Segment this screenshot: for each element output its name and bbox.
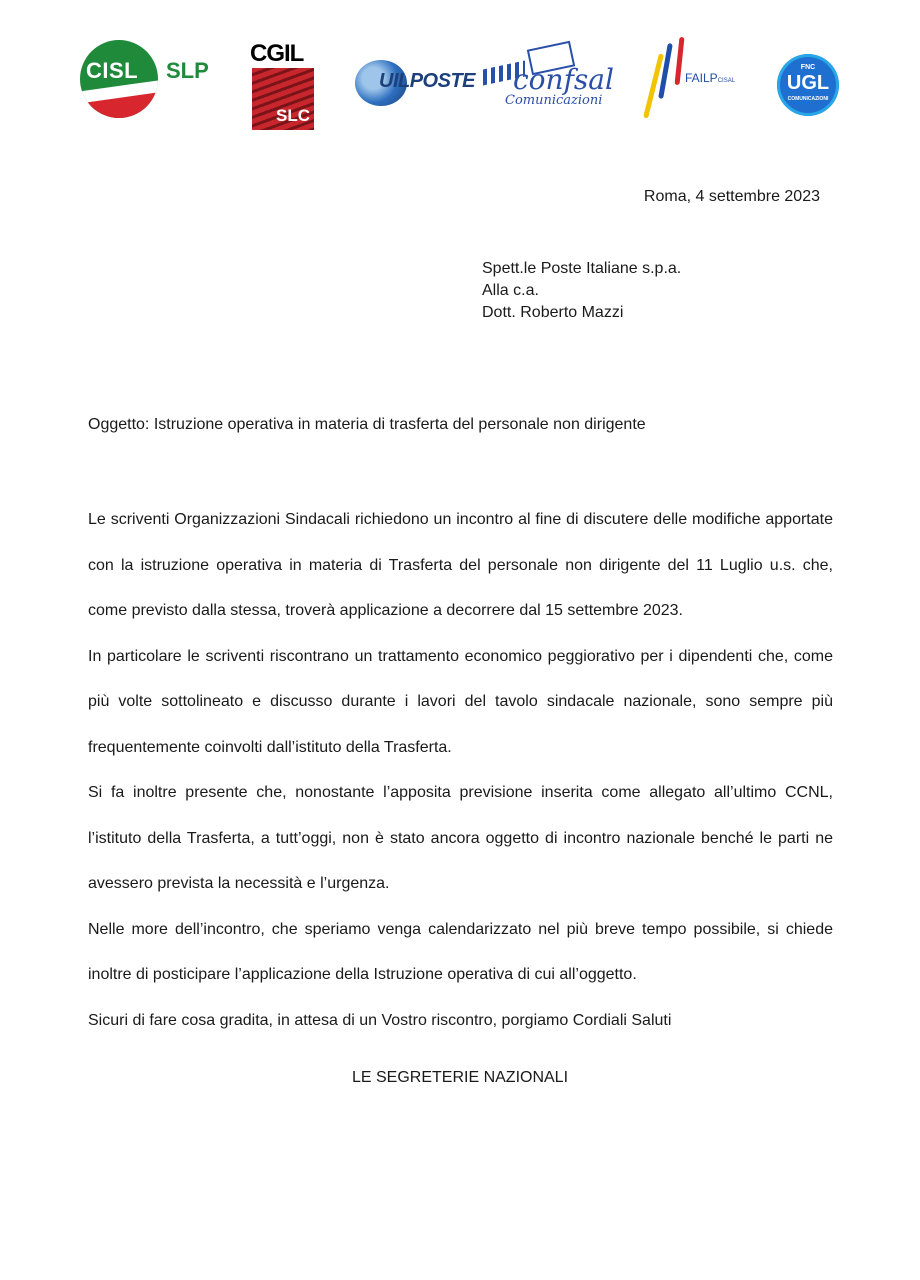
uilposte-logo-text: UILPOSTE [379,70,476,92]
confsal-logo-subtext: Comunicazioni [505,93,603,108]
letter-body [88,497,833,1043]
ugl-logo [777,54,839,116]
ugl-logo-text: UGL [786,72,830,94]
failp-logo-text: FAILPCISAL [685,71,736,85]
ugl-logo-bottom-text: COMUNICAZIONI [787,96,829,102]
cisl-logo-text: CISL [86,58,139,83]
body-paragraph: Si fa inoltre presente che, nonostante l’apposita previsione inserita come allegato all’ultimo CCNL, l’istituto della Trasferta, a tutt’oggi, non è stato ancora oggetto di incontro nazionale benché le parti ne avessero prevista la necessità e l’urgenza. [88,784,833,892]
letter-date: Roma, 4 settembre 2023 [643,188,820,205]
cgil-logo-box [252,68,314,130]
body-paragraph: Nelle more dell’incontro, che speriamo venga calendarizzato nel più breve tempo possibile, si chiede inoltre di posticipare l’applicazione della Istruzione operativa di cui all’oggetto. [88,920,833,983]
cgil-slc-logo [250,40,316,130]
ugl-logo-top-text: FNC [800,64,816,71]
uilposte-logo [355,58,476,108]
cisl-slp-logo [80,40,220,122]
recipient-block [482,258,681,324]
letterhead-logos [0,30,920,140]
body-paragraph: In particolare le scriventi riscontrano un trattamento economico peggiorativo per i dipendenti che, come più volte sottolineato e discusso durante i lavori del tavolo sindacale nazionale, sono sempre più frequentemente coinvolti dall’istituto della Trasferta. [88,647,833,756]
confsal-logo-text: confsal [513,63,614,96]
body-paragraph: Sicuri di fare cosa gradita, in attesa di un Vostro riscontro, porgiamo Cordiali Saluti [88,1011,672,1029]
letter-subject: Oggetto: Istruzione operativa in materia di trasferta del personale non dirigente [88,416,646,433]
recipient-line-3: Dott. Roberto Mazzi [482,304,624,321]
confsal-logo [483,45,613,115]
body-paragraph: Le scriventi Organizzazioni Sindacali richiedono un incontro al fine di discutere delle modifiche apportate con la istruzione operativa in materia di Trasferta del personale non dirigente del 11 Luglio u.s. che, come previsto dalla stessa, troverà applicazione a decorrere dal 15 settembre 2023. [88,511,833,619]
letter-signature: LE SEGRETERIE NAZIONALI [351,1069,569,1086]
recipient-company: Poste Italiane s.p.a. [540,260,682,277]
slp-logo-text: SLP [166,58,209,83]
failp-cisal-logo [645,35,745,125]
failp-stroke-blue [658,43,673,99]
failp-stroke-red [675,37,685,85]
recipient-line-2: Alla c.a. [482,282,539,299]
recipient-line-1: Spett.le Poste Italiane s.p.a. [482,260,682,277]
cgil-logo-text: CGIL [250,40,304,67]
slc-logo-text: SLC [276,106,310,125]
